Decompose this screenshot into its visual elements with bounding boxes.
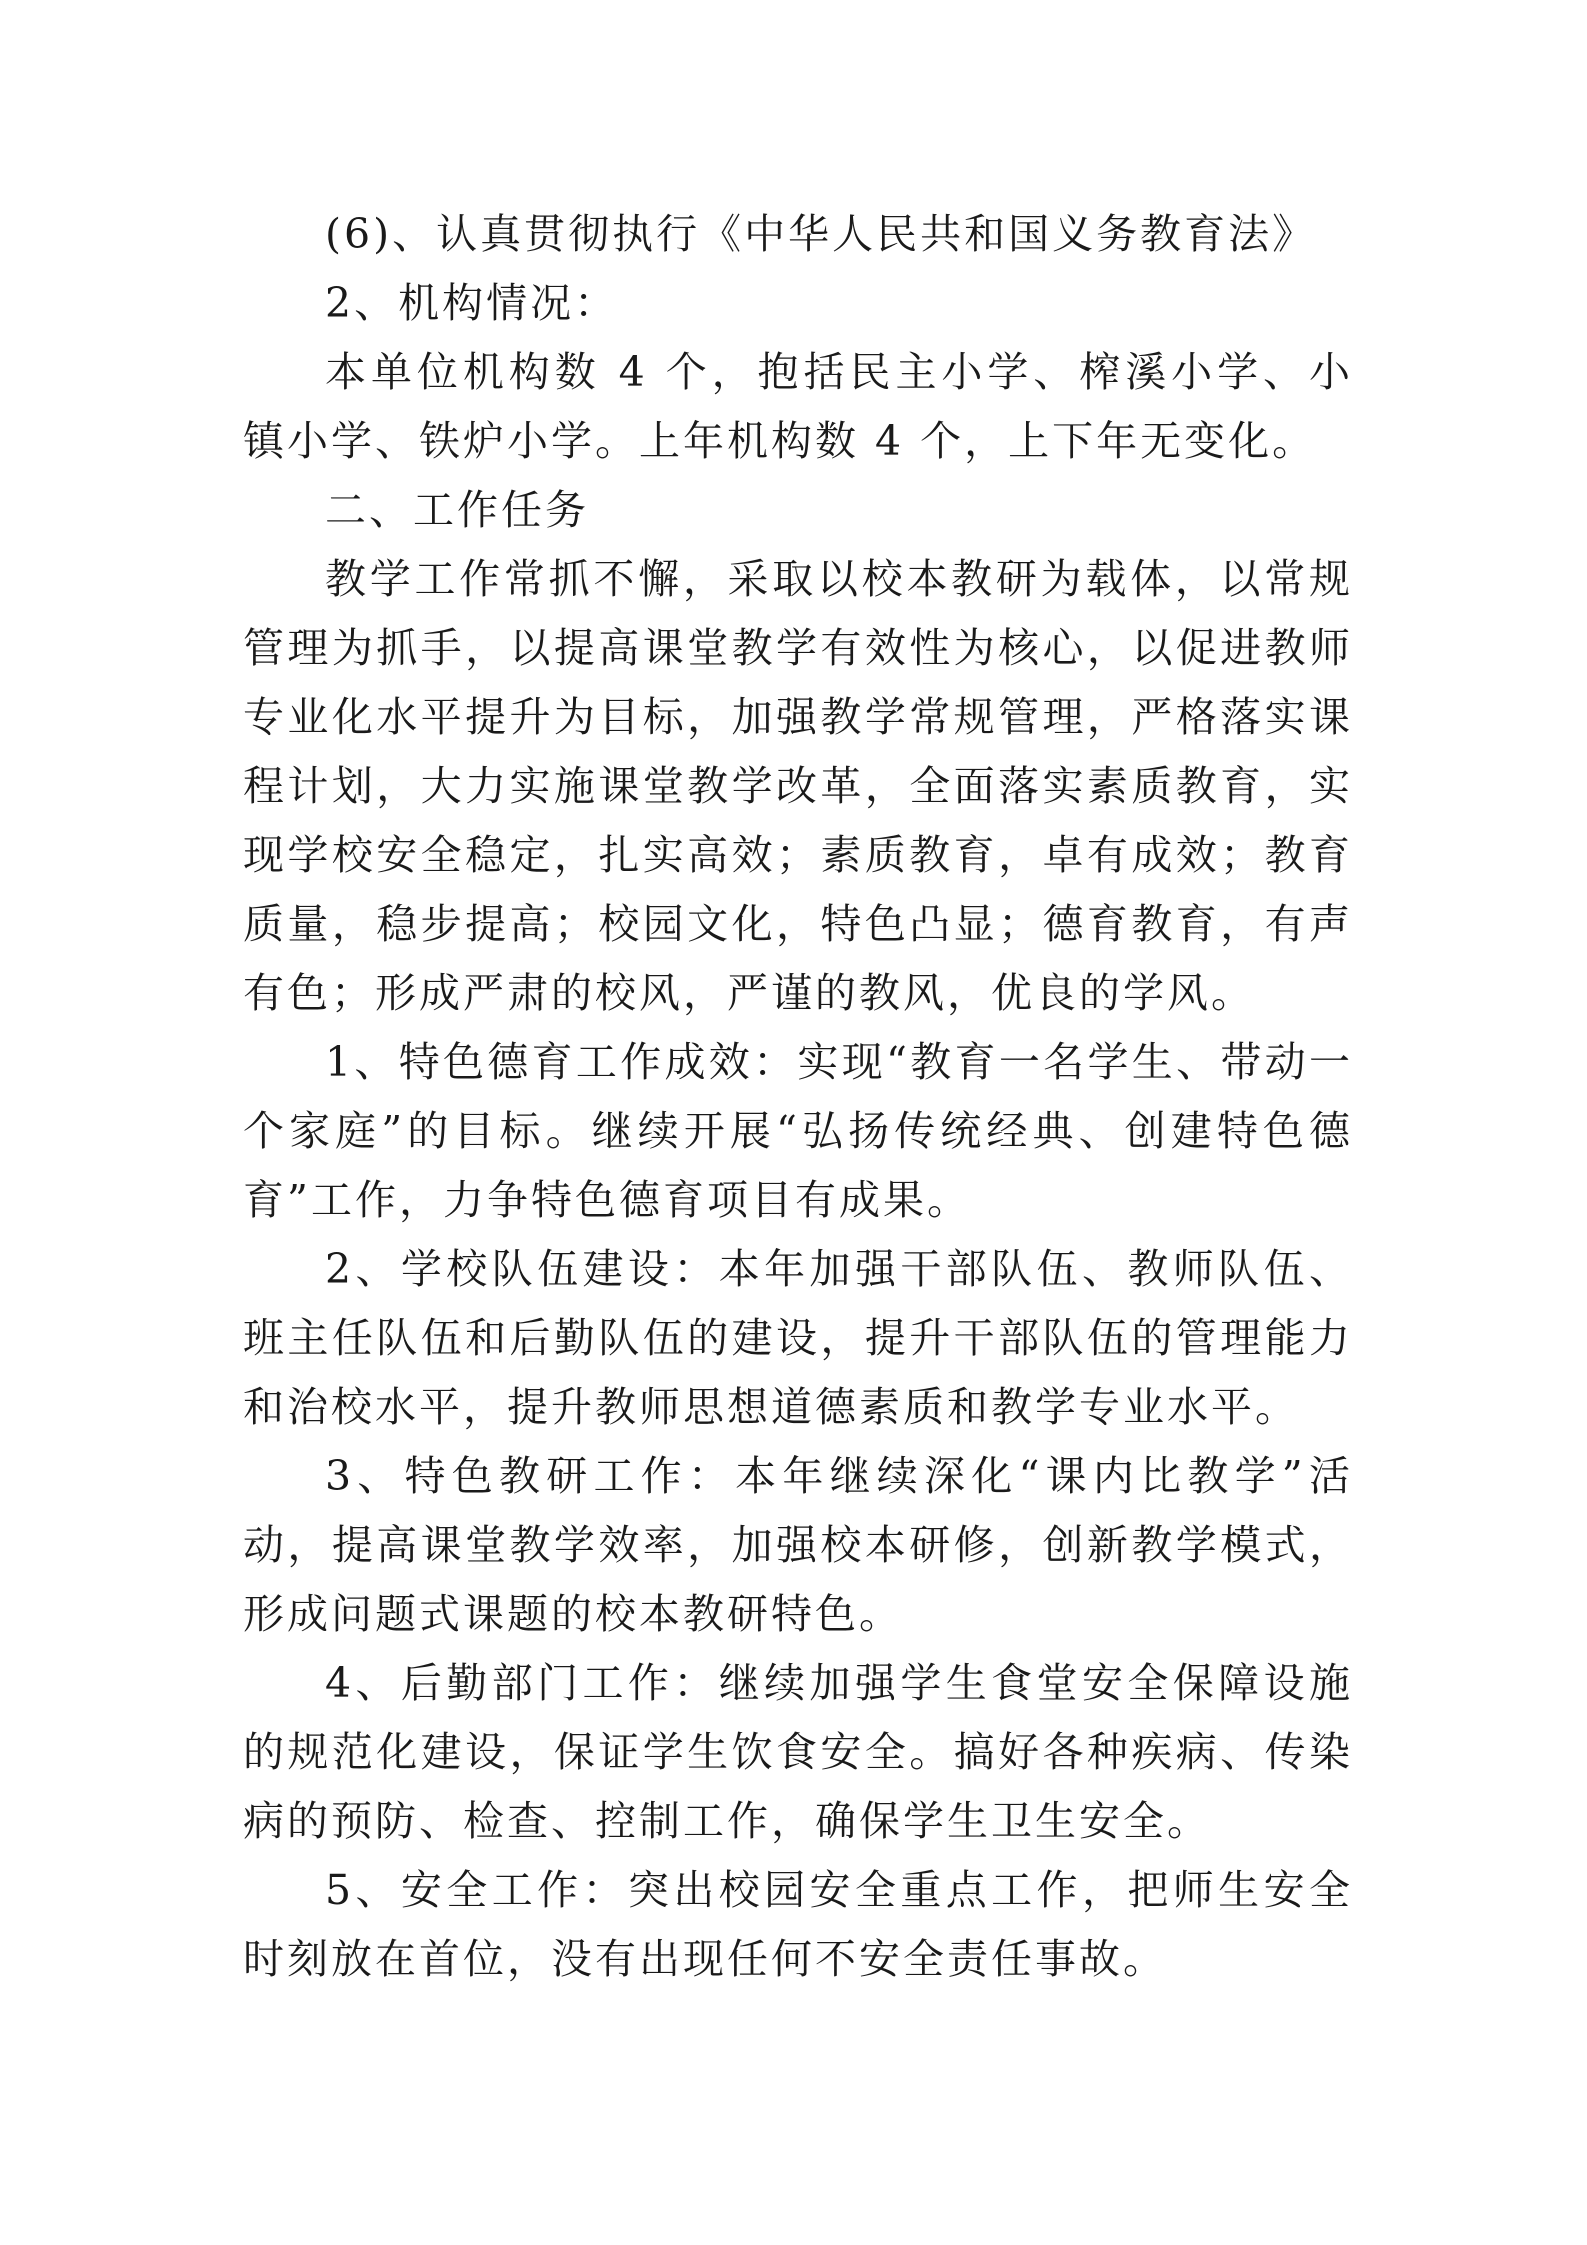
section-heading-work-tasks: 二、工作任务 xyxy=(325,486,589,534)
paragraph-organization-count: 本单位机构数 4 个，抱括民主小学、榨溪小学、小镇小学、铁炉小学。上年机构数 4 个，上下年无变化。 xyxy=(243,348,1353,465)
paragraph-moral-education: 1、特色德育工作成效：实现“教育一名学生、带动一个家庭”的目标。继续开展“弘扬传统经典、创建特色德育”工作，力争特色德育项目有成果。 xyxy=(243,1038,1353,1224)
paragraph-teaching-research: 3、特色教研工作：本年继续深化“课内比教学”活动，提高课堂教学效率，加强校本研修，创新教学模式，形成问题式课题的校本教研特色。 xyxy=(243,1452,1353,1638)
paragraph-logistics: 4、后勤部门工作：继续加强学生食堂安全保障设施的规范化建设，保证学生饮食安全。搞好各种疾病、传染病的预防、检查、控制工作，确保学生卫生安全。 xyxy=(243,1659,1353,1845)
paragraph-team-building: 2、学校队伍建设：本年加强干部队伍、教师队伍、班主任队伍和后勤队伍的建设，提升干部队伍的管理能力和治校水平，提升教师思想道德素质和教学专业水平。 xyxy=(243,1245,1353,1431)
document-body xyxy=(243,200,1353,1994)
section-heading-organization: 2、机构情况： xyxy=(325,279,619,327)
paragraph-teaching-work: 教学工作常抓不懈，采取以校本教研为载体，以常规管理为抓手，以提高课堂教学有效性为核心，以促进教师专业化水平提升为目标，加强教学常规管理，严格落实课程计划，大力实施课堂教学改革，全面落实素质教育，实现学校安全稳定，扎实高效；素质教育，卓有成效；教育质量，稳步提高；校园文化，特色凸显；德育教育，有声有色；形成严肃的校风，严谨的教风，优良的学风。 xyxy=(243,555,1353,1017)
paragraph-law-compliance: (6)、认真贯彻执行《中华人民共和国义务教育法》 xyxy=(325,210,1317,258)
paragraph-safety: 5、安全工作：突出校园安全重点工作，把师生安全时刻放在首位，没有出现任何不安全责任事故。 xyxy=(243,1866,1353,1983)
